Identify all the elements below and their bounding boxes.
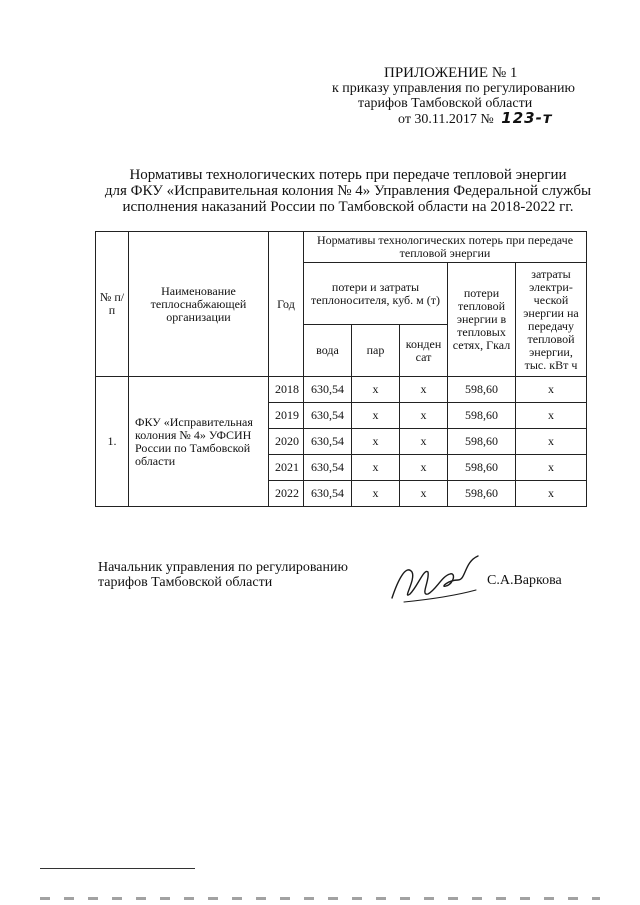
appendix-date: от 30.11.2017 № (398, 112, 494, 127)
appendix-header (318, 66, 608, 127)
cell-electric: х (516, 481, 587, 507)
document-title (98, 167, 598, 215)
header-norms: Нормативы технологических потерь при передаче тепловой энергии (304, 232, 587, 263)
cell-water: 630,54 (304, 455, 352, 481)
cell-organization: ФКУ «Исправительная колония № 4» УФСИН России по Тамбовской области (129, 377, 269, 507)
cell-year: 2018 (269, 377, 304, 403)
header-coolant: потери и затраты теплоносителя, куб. м (т) (304, 263, 448, 325)
cell-electric: х (516, 403, 587, 429)
footer-scan-artifact (40, 897, 600, 900)
cell-condensate: х (400, 481, 448, 507)
appendix-order-ref: к приказу управления по регулированию (332, 81, 575, 96)
cell-heat-loss: 598,60 (448, 481, 516, 507)
cell-electric: х (516, 429, 587, 455)
footer-divider (40, 868, 195, 869)
cell-electric: х (516, 455, 587, 481)
cell-year: 2020 (269, 429, 304, 455)
title-line-1: Нормативы технологических потерь при передаче тепловой энергии (129, 167, 567, 183)
header-organization: Наименование теплоснабжающей организации (129, 232, 269, 377)
cell-steam: х (352, 455, 400, 481)
cell-water: 630,54 (304, 429, 352, 455)
appendix-title: ПРИЛОЖЕНИЕ № 1 (384, 65, 518, 81)
cell-condensate: х (400, 403, 448, 429)
handwritten-signature-icon (384, 550, 484, 610)
cell-heat-loss: 598,60 (448, 455, 516, 481)
cell-heat-loss: 598,60 (448, 403, 516, 429)
cell-condensate: х (400, 377, 448, 403)
cell-water: 630,54 (304, 377, 352, 403)
signatory-authority: тарифов Тамбовской области (98, 575, 273, 590)
cell-water: 630,54 (304, 481, 352, 507)
title-line-2: для ФКУ «Исправительная колония № 4» Управления Федеральной службы (104, 183, 592, 199)
cell-steam: х (352, 377, 400, 403)
header-num: № п/п (96, 232, 129, 377)
handwritten-order-number: 123-т (501, 109, 553, 127)
header-year: Год (269, 232, 304, 377)
cell-row-number: 1. (96, 377, 129, 507)
signatory-name: С.А.Варкова (487, 573, 562, 588)
cell-year: 2021 (269, 455, 304, 481)
cell-steam: х (352, 481, 400, 507)
cell-water: 630,54 (304, 403, 352, 429)
header-steam: пар (352, 325, 400, 377)
cell-condensate: х (400, 455, 448, 481)
cell-year: 2022 (269, 481, 304, 507)
signature-block (98, 560, 348, 590)
cell-electric: х (516, 377, 587, 403)
norms-table (95, 231, 587, 507)
table-row (96, 377, 587, 403)
signatory-position: Начальник управления по регулированию (98, 560, 348, 575)
cell-steam: х (352, 403, 400, 429)
header-water: вода (304, 325, 352, 377)
header-heat-loss: потери тепловой энергии в тепловых сетях, Гкал (448, 263, 516, 377)
title-line-3: исполнения наказаний России по Тамбовской области на 2018-2022 гг. (122, 199, 574, 215)
appendix-date-line (318, 111, 608, 127)
table-body (96, 377, 587, 507)
header-condensate: конден сат (400, 325, 448, 377)
cell-heat-loss: 598,60 (448, 377, 516, 403)
header-electric: затраты электри-ческой энергии на передачу тепловой энергии, тыс. кВт ч (516, 263, 587, 377)
cell-steam: х (352, 429, 400, 455)
cell-year: 2019 (269, 403, 304, 429)
appendix-authority: тарифов Тамбовской области (358, 96, 533, 111)
cell-heat-loss: 598,60 (448, 429, 516, 455)
cell-condensate: х (400, 429, 448, 455)
